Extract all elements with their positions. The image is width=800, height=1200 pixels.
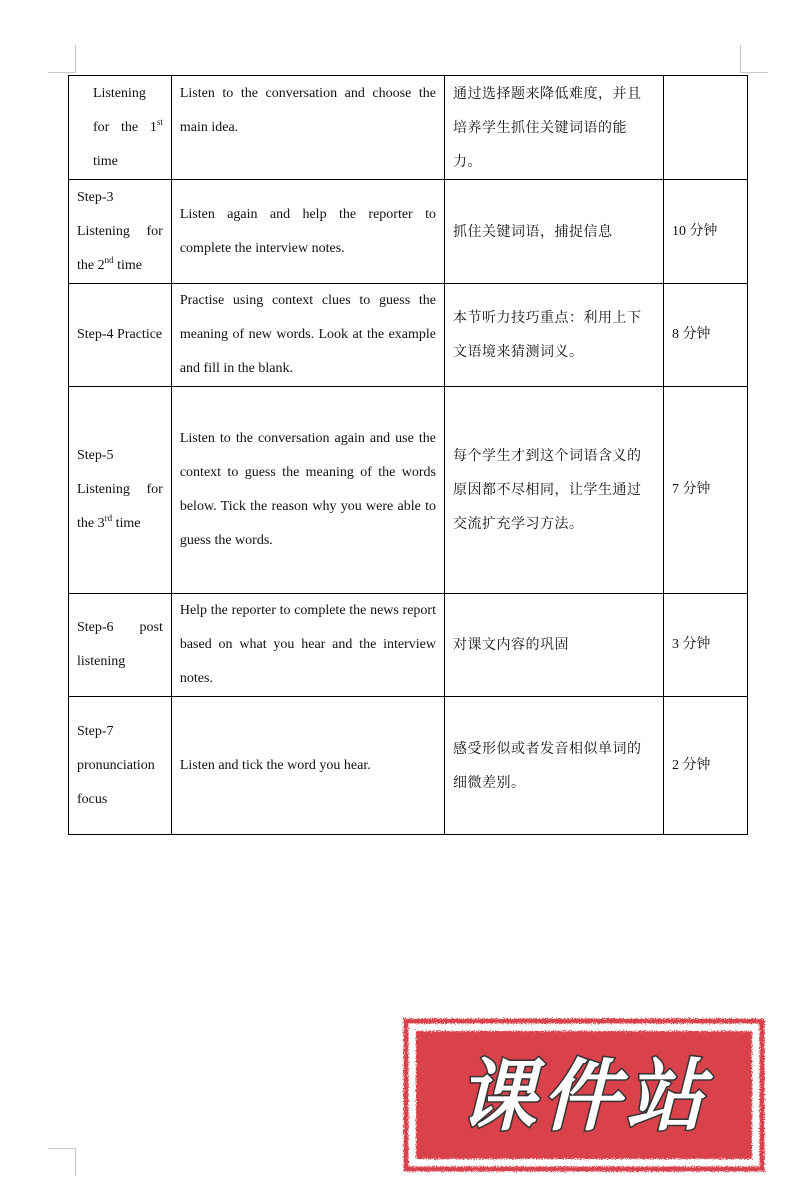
time-text: 2 分钟 <box>671 757 711 773</box>
purpose-text: 本节听力技巧重点：利用上下文语境来猜测词义。 <box>452 310 642 360</box>
purpose-text: 对课文内容的巩固 <box>452 637 569 653</box>
crop-mark <box>740 45 741 73</box>
step-text-tail: time <box>113 257 142 273</box>
crop-mark <box>48 1148 76 1149</box>
purpose-text: 通过选择题来降低难度，并且培养学生抓住关键词语的能力。 <box>452 85 642 170</box>
time-cell <box>663 180 747 284</box>
step-text: Step-7 pronunciation focus <box>77 723 155 807</box>
activity-text: Help the reporter to complete the news report based on what you hear and the interview notes. <box>179 603 436 686</box>
table-row <box>69 180 748 284</box>
time-text: 7 分钟 <box>671 482 711 497</box>
purpose-cell <box>444 76 663 180</box>
watermark-stamp-logo <box>400 1015 770 1175</box>
activity-text: Listen again and help the reporter to complete the interview notes. <box>179 206 436 256</box>
watermark-text: 课件站 <box>457 1052 711 1142</box>
step-cell <box>69 76 172 180</box>
activity-cell <box>171 76 444 180</box>
activity-text: Practise using context clues to guess the meaning of new words. Look at the example and fill in the blank. <box>179 293 436 376</box>
time-text: 10 分钟 <box>671 223 718 239</box>
activity-cell <box>171 697 444 835</box>
crop-mark <box>48 72 76 73</box>
purpose-cell <box>444 180 663 284</box>
step-cell <box>69 387 172 594</box>
purpose-cell <box>444 594 663 697</box>
step-cell <box>69 697 172 835</box>
purpose-cell <box>444 284 663 387</box>
table-row <box>69 697 748 835</box>
step-text: Step-4 Practice <box>77 327 163 342</box>
time-text: 3 分钟 <box>671 637 711 652</box>
time-cell <box>663 697 747 835</box>
step-text: Step-6 post listening <box>77 620 163 669</box>
table-row <box>69 76 748 180</box>
purpose-text: 每个学生才到这个词语含义的原因都不尽相同，让学生通过交流扩充学习方法。 <box>452 448 642 532</box>
table-row <box>69 387 748 594</box>
purpose-cell <box>444 387 663 594</box>
activity-cell <box>171 594 444 697</box>
step-cell <box>69 594 172 697</box>
activity-cell <box>171 387 444 594</box>
step-text: Step-3 Listening for the 2 <box>77 189 163 273</box>
time-cell <box>663 594 747 697</box>
crop-mark <box>740 72 768 73</box>
step-text-tail: time <box>112 516 141 531</box>
crop-mark <box>75 1148 76 1176</box>
time-cell <box>663 76 747 180</box>
purpose-text: 感受形似或者发音相似单词的细微差别。 <box>452 740 642 791</box>
step-text-tail: time <box>93 153 118 169</box>
purpose-text: 抓住关键词语，捕捉信息 <box>452 223 613 240</box>
lesson-plan-table <box>68 75 748 835</box>
table-row <box>69 594 748 697</box>
activity-cell <box>171 284 444 387</box>
step-cell <box>69 180 172 284</box>
step-text: Step-5 Listening for the 3 <box>77 448 163 531</box>
crop-mark <box>75 45 76 73</box>
step-cell <box>69 284 172 387</box>
activity-text: Listen to the conversation and choose the main idea. <box>179 86 436 135</box>
activity-cell <box>171 180 444 284</box>
time-text: 8 分钟 <box>671 327 711 342</box>
time-cell <box>663 387 747 594</box>
step-ordinal-suffix: rd <box>104 513 113 523</box>
activity-text: Listen to the conversation again and use the context to guess the meaning of the words below. Tick the reason why you were able to guess the words. <box>179 431 436 548</box>
step-text: Listening for the 1 <box>93 85 157 135</box>
step-ordinal-suffix: st <box>156 116 163 127</box>
table-row <box>69 284 748 387</box>
time-cell <box>663 284 747 387</box>
step-ordinal-suffix: nd <box>104 254 114 265</box>
purpose-cell <box>444 697 663 835</box>
activity-text: Listen and tick the word you hear. <box>179 757 371 773</box>
